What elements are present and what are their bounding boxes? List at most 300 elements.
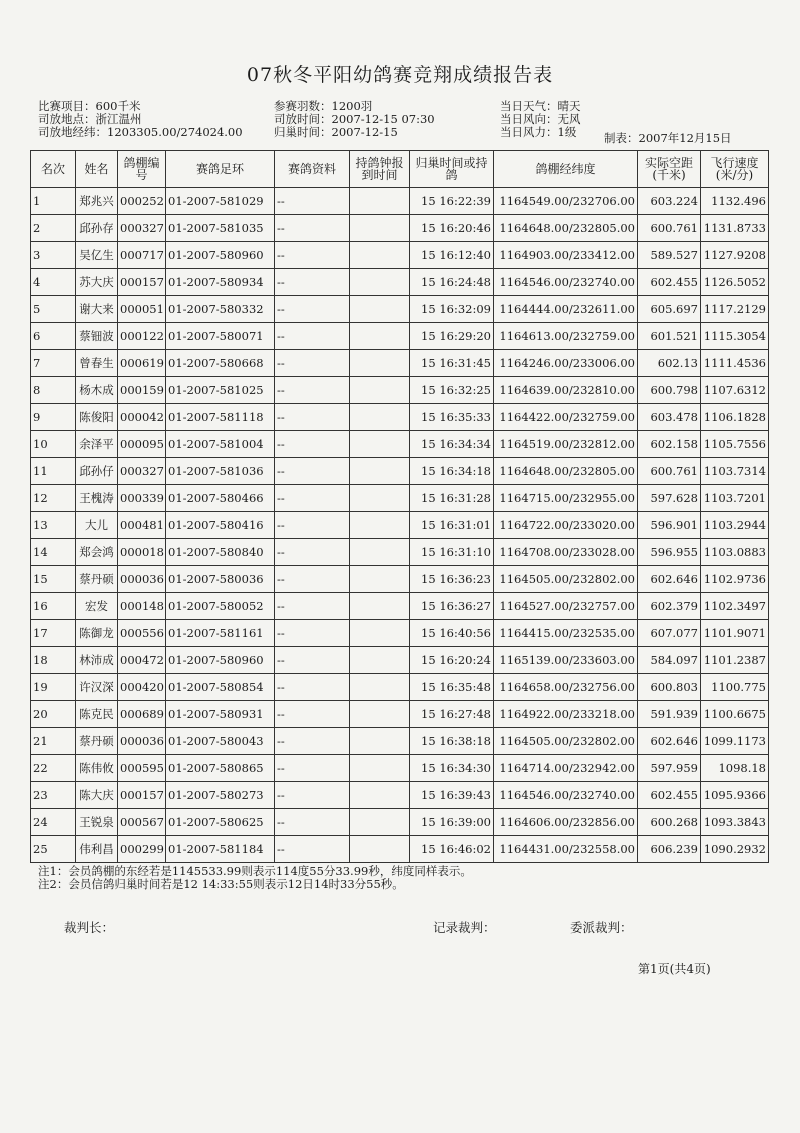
meta-column-2 (274, 100, 435, 139)
footnotes (38, 865, 472, 891)
table-row (31, 728, 769, 755)
cell-code: 000148 (118, 593, 166, 620)
cell-code: 000036 (118, 566, 166, 593)
cell-report (350, 809, 410, 836)
cell-coord: 1164505.00/232802.00 (494, 566, 638, 593)
cell-info: -- (275, 512, 350, 539)
cell-dist: 596.901 (638, 512, 701, 539)
cell-speed: 1100.6675 (701, 701, 769, 728)
cell-time: 15 16:36:27 (410, 593, 494, 620)
cell-speed: 1117.2129 (701, 296, 769, 323)
cell-coord: 1164606.00/232856.00 (494, 809, 638, 836)
cell-name: 伟利昌 (76, 836, 118, 863)
cell-name: 曾春生 (76, 350, 118, 377)
cell-ring: 01-2007-580625 (166, 809, 275, 836)
cell-speed: 1100.775 (701, 674, 769, 701)
cell-info: -- (275, 674, 350, 701)
cell-code: 000481 (118, 512, 166, 539)
cell-dist: 596.955 (638, 539, 701, 566)
cell-coord: 1164431.00/232558.00 (494, 836, 638, 863)
cell-dist: 597.959 (638, 755, 701, 782)
table-row (31, 188, 769, 215)
table-row (31, 485, 769, 512)
cell-ring: 01-2007-581184 (166, 836, 275, 863)
table-row (31, 215, 769, 242)
cell-info: -- (275, 755, 350, 782)
cell-info: -- (275, 566, 350, 593)
cell-info: -- (275, 593, 350, 620)
cell-info: -- (275, 242, 350, 269)
table-row (31, 809, 769, 836)
cell-time: 15 16:35:33 (410, 404, 494, 431)
cell-coord: 1164246.00/233006.00 (494, 350, 638, 377)
cell-ring: 01-2007-580931 (166, 701, 275, 728)
cell-time: 15 16:32:25 (410, 377, 494, 404)
table-row (31, 242, 769, 269)
cell-coord: 1164527.00/232757.00 (494, 593, 638, 620)
cell-speed: 1095.9366 (701, 782, 769, 809)
cell-speed: 1101.9071 (701, 620, 769, 647)
header-return-time: 归巢时间或持鸽 (410, 151, 494, 188)
cell-ring: 01-2007-580934 (166, 269, 275, 296)
cell-speed: 1102.3497 (701, 593, 769, 620)
header-speed: 飞行速度(米/分) (701, 151, 769, 188)
cell-name: 王槐涛 (76, 485, 118, 512)
cell-time: 15 16:12:40 (410, 242, 494, 269)
cell-rank: 17 (31, 620, 76, 647)
cell-dist: 607.077 (638, 620, 701, 647)
cell-coord: 1164648.00/232805.00 (494, 215, 638, 242)
report-title: 07秋冬平阳幼鸽赛竞翔成绩报告表 (246, 64, 554, 86)
header-rank: 名次 (31, 151, 76, 188)
cell-rank: 23 (31, 782, 76, 809)
header-name: 姓名 (76, 151, 118, 188)
cell-ring: 01-2007-580071 (166, 323, 275, 350)
cell-name: 余泽平 (76, 431, 118, 458)
cell-rank: 24 (31, 809, 76, 836)
cell-name: 王锐泉 (76, 809, 118, 836)
header-distance: 实际空距(千米) (638, 151, 701, 188)
cell-dist: 602.455 (638, 782, 701, 809)
cell-code: 000327 (118, 215, 166, 242)
cell-info: -- (275, 809, 350, 836)
header-ring: 赛鸽足环 (166, 151, 275, 188)
cell-report (350, 593, 410, 620)
cell-report (350, 269, 410, 296)
table-row (31, 674, 769, 701)
cell-name: 陈伟攸 (76, 755, 118, 782)
cell-name: 苏大庆 (76, 269, 118, 296)
cell-report (350, 647, 410, 674)
cell-rank: 19 (31, 674, 76, 701)
cell-speed: 1127.9208 (701, 242, 769, 269)
cell-report (350, 404, 410, 431)
meta-column-3 (500, 100, 581, 139)
cell-name: 陈大庆 (76, 782, 118, 809)
cell-report (350, 539, 410, 566)
cell-speed: 1106.1828 (701, 404, 769, 431)
cell-rank: 1 (31, 188, 76, 215)
cell-info: -- (275, 539, 350, 566)
table-row (31, 647, 769, 674)
cell-code: 000036 (118, 728, 166, 755)
cell-ring: 01-2007-581036 (166, 458, 275, 485)
cell-name: 林沛成 (76, 647, 118, 674)
cell-speed: 1132.496 (701, 188, 769, 215)
cell-code: 000252 (118, 188, 166, 215)
cell-coord: 1165139.00/233603.00 (494, 647, 638, 674)
cell-info: -- (275, 431, 350, 458)
meta-item-release-site: 司放地点：浙江温州 (38, 112, 142, 126)
cell-time: 15 16:20:24 (410, 647, 494, 674)
cell-report (350, 215, 410, 242)
table-row (31, 512, 769, 539)
cell-time: 15 16:29:20 (410, 323, 494, 350)
cell-info: -- (275, 377, 350, 404)
cell-time: 15 16:27:48 (410, 701, 494, 728)
cell-time: 15 16:40:56 (410, 620, 494, 647)
cell-dist: 602.646 (638, 566, 701, 593)
cell-rank: 13 (31, 512, 76, 539)
cell-dist: 606.239 (638, 836, 701, 863)
cell-code: 000619 (118, 350, 166, 377)
cell-dist: 603.224 (638, 188, 701, 215)
cell-rank: 21 (31, 728, 76, 755)
cell-info: -- (275, 350, 350, 377)
header-info: 赛鸽资料 (275, 151, 350, 188)
cell-dist: 600.803 (638, 674, 701, 701)
cell-code: 000420 (118, 674, 166, 701)
signature-dispatched-judge: 委派裁判： (570, 920, 633, 935)
header-coords: 鸽棚经纬度 (494, 151, 638, 188)
cell-ring: 01-2007-580466 (166, 485, 275, 512)
table-row (31, 566, 769, 593)
cell-ring: 01-2007-580036 (166, 566, 275, 593)
cell-dist: 600.761 (638, 458, 701, 485)
cell-name: 陈御龙 (76, 620, 118, 647)
cell-name: 杨木成 (76, 377, 118, 404)
cell-rank: 6 (31, 323, 76, 350)
table-row (31, 377, 769, 404)
table-row (31, 836, 769, 863)
cell-rank: 2 (31, 215, 76, 242)
cell-speed: 1131.8733 (701, 215, 769, 242)
cell-info: -- (275, 782, 350, 809)
cell-coord: 1164715.00/232955.00 (494, 485, 638, 512)
cell-name: 郑兆兴 (76, 188, 118, 215)
cell-dist: 589.527 (638, 242, 701, 269)
cell-coord: 1164444.00/232611.00 (494, 296, 638, 323)
cell-coord: 1164613.00/232759.00 (494, 323, 638, 350)
footnote-1: 注1：会员鸽棚的东经若是1145533.99则表示114度55分33.99秒，纬度同样表示。 (38, 864, 472, 878)
cell-rank: 4 (31, 269, 76, 296)
cell-name: 大儿 (76, 512, 118, 539)
cell-ring: 01-2007-580332 (166, 296, 275, 323)
cell-coord: 1164422.00/232759.00 (494, 404, 638, 431)
cell-ring: 01-2007-580840 (166, 539, 275, 566)
cell-code: 000122 (118, 323, 166, 350)
cell-name: 蔡钿波 (76, 323, 118, 350)
cell-info: -- (275, 620, 350, 647)
cell-report (350, 755, 410, 782)
cell-code: 000159 (118, 377, 166, 404)
cell-dist: 600.798 (638, 377, 701, 404)
table-row (31, 701, 769, 728)
cell-dist: 602.158 (638, 431, 701, 458)
meta-item-wind-force: 当日风力：1级 (500, 125, 577, 139)
cell-name: 蔡丹硕 (76, 566, 118, 593)
cell-code: 000556 (118, 620, 166, 647)
header-report-time: 持鸽钟报到时间 (350, 151, 410, 188)
cell-speed: 1103.7314 (701, 458, 769, 485)
cell-ring: 01-2007-581035 (166, 215, 275, 242)
cell-coord: 1164519.00/232812.00 (494, 431, 638, 458)
table-row (31, 593, 769, 620)
cell-time: 15 16:46:02 (410, 836, 494, 863)
cell-info: -- (275, 323, 350, 350)
cell-time: 15 16:20:46 (410, 215, 494, 242)
cell-time: 15 16:31:10 (410, 539, 494, 566)
cell-code: 000339 (118, 485, 166, 512)
table-row (31, 539, 769, 566)
cell-name: 宏发 (76, 593, 118, 620)
cell-code: 000042 (118, 404, 166, 431)
cell-dist: 597.628 (638, 485, 701, 512)
cell-rank: 20 (31, 701, 76, 728)
cell-name: 吴亿生 (76, 242, 118, 269)
cell-ring: 01-2007-580273 (166, 782, 275, 809)
cell-info: -- (275, 701, 350, 728)
cell-report (350, 485, 410, 512)
cell-name: 邱孙仔 (76, 458, 118, 485)
cell-rank: 8 (31, 377, 76, 404)
cell-code: 000095 (118, 431, 166, 458)
cell-name: 蔡丹硕 (76, 728, 118, 755)
cell-dist: 602.455 (638, 269, 701, 296)
cell-rank: 25 (31, 836, 76, 863)
cell-info: -- (275, 269, 350, 296)
cell-code: 000595 (118, 755, 166, 782)
cell-name: 陈俊阳 (76, 404, 118, 431)
results-body (31, 188, 769, 863)
cell-report (350, 323, 410, 350)
cell-report (350, 350, 410, 377)
cell-time: 15 16:34:30 (410, 755, 494, 782)
cell-coord: 1164708.00/233028.00 (494, 539, 638, 566)
cell-report (350, 782, 410, 809)
cell-dist: 602.13 (638, 350, 701, 377)
table-row (31, 431, 769, 458)
cell-coord: 1164722.00/233020.00 (494, 512, 638, 539)
cell-time: 15 16:34:18 (410, 458, 494, 485)
table-row (31, 350, 769, 377)
table-header-row (31, 151, 769, 188)
cell-coord: 1164546.00/232740.00 (494, 782, 638, 809)
cell-report (350, 296, 410, 323)
cell-code: 000018 (118, 539, 166, 566)
cell-ring: 01-2007-580416 (166, 512, 275, 539)
cell-speed: 1105.7556 (701, 431, 769, 458)
meta-item-release-time: 司放时间：2007-12-15 07:30 (274, 112, 435, 126)
cell-coord: 1164658.00/232756.00 (494, 674, 638, 701)
cell-coord: 1164415.00/232535.00 (494, 620, 638, 647)
cell-time: 15 16:39:43 (410, 782, 494, 809)
cell-ring: 01-2007-580668 (166, 350, 275, 377)
cell-name: 许汉深 (76, 674, 118, 701)
cell-rank: 18 (31, 647, 76, 674)
cell-ring: 01-2007-580865 (166, 755, 275, 782)
cell-info: -- (275, 485, 350, 512)
cell-ring: 01-2007-580960 (166, 242, 275, 269)
meta-item-event: 比赛项目：600千米 (38, 99, 141, 113)
cell-coord: 1164922.00/233218.00 (494, 701, 638, 728)
cell-rank: 3 (31, 242, 76, 269)
cell-coord: 1164505.00/232802.00 (494, 728, 638, 755)
made-date: 制表：2007年12月15日 (604, 131, 732, 145)
page-number: 第1页(共4页) (638, 962, 711, 976)
cell-info: -- (275, 728, 350, 755)
cell-speed: 1126.5052 (701, 269, 769, 296)
cell-coord: 1164903.00/233412.00 (494, 242, 638, 269)
cell-speed: 1090.2932 (701, 836, 769, 863)
cell-time: 15 16:31:28 (410, 485, 494, 512)
cell-info: -- (275, 296, 350, 323)
cell-speed: 1101.2387 (701, 647, 769, 674)
table-row (31, 755, 769, 782)
cell-dist: 605.697 (638, 296, 701, 323)
cell-time: 15 16:38:18 (410, 728, 494, 755)
cell-rank: 9 (31, 404, 76, 431)
cell-code: 000472 (118, 647, 166, 674)
cell-rank: 14 (31, 539, 76, 566)
cell-rank: 16 (31, 593, 76, 620)
cell-code: 000051 (118, 296, 166, 323)
meta-item-weather: 当日天气：晴天 (500, 99, 581, 113)
cell-code: 000157 (118, 782, 166, 809)
cell-dist: 601.521 (638, 323, 701, 350)
cell-time: 15 16:34:34 (410, 431, 494, 458)
cell-code: 000717 (118, 242, 166, 269)
cell-info: -- (275, 404, 350, 431)
cell-ring: 01-2007-581118 (166, 404, 275, 431)
cell-rank: 5 (31, 296, 76, 323)
footnote-2: 注2：会员信鸽归巢时间若是12 14:33:55则表示12日14时33分55秒。 (38, 877, 404, 891)
cell-speed: 1102.9736 (701, 566, 769, 593)
results-table (30, 150, 769, 863)
cell-report (350, 242, 410, 269)
cell-time: 15 16:31:45 (410, 350, 494, 377)
cell-dist: 603.478 (638, 404, 701, 431)
cell-speed: 1099.1173 (701, 728, 769, 755)
cell-time: 15 16:35:48 (410, 674, 494, 701)
cell-dist: 600.268 (638, 809, 701, 836)
cell-code: 000567 (118, 809, 166, 836)
cell-report (350, 836, 410, 863)
cell-rank: 22 (31, 755, 76, 782)
cell-report (350, 566, 410, 593)
cell-report (350, 512, 410, 539)
cell-speed: 1111.4536 (701, 350, 769, 377)
cell-name: 邱孙存 (76, 215, 118, 242)
cell-coord: 1164549.00/232706.00 (494, 188, 638, 215)
cell-report (350, 458, 410, 485)
cell-info: -- (275, 188, 350, 215)
cell-report (350, 674, 410, 701)
meta-column-1 (38, 100, 243, 139)
cell-speed: 1107.6312 (701, 377, 769, 404)
cell-dist: 591.939 (638, 701, 701, 728)
cell-rank: 12 (31, 485, 76, 512)
cell-dist: 600.761 (638, 215, 701, 242)
cell-name: 陈克民 (76, 701, 118, 728)
cell-dist: 602.646 (638, 728, 701, 755)
cell-code: 000157 (118, 269, 166, 296)
cell-name: 郑会鸿 (76, 539, 118, 566)
cell-ring: 01-2007-581161 (166, 620, 275, 647)
cell-report (350, 431, 410, 458)
cell-info: -- (275, 458, 350, 485)
cell-info: -- (275, 836, 350, 863)
cell-coord: 1164648.00/232805.00 (494, 458, 638, 485)
signature-chief-judge: 裁判长： (64, 920, 115, 935)
cell-report (350, 701, 410, 728)
cell-code: 000299 (118, 836, 166, 863)
cell-time: 15 16:31:01 (410, 512, 494, 539)
meta-item-entries: 参赛羽数：1200羽 (274, 99, 373, 113)
meta-item-wind-direction: 当日风向：无风 (500, 112, 581, 126)
cell-rank: 7 (31, 350, 76, 377)
cell-time: 15 16:32:09 (410, 296, 494, 323)
table-row (31, 323, 769, 350)
cell-code: 000327 (118, 458, 166, 485)
cell-ring: 01-2007-580854 (166, 674, 275, 701)
table-row (31, 782, 769, 809)
cell-coord: 1164639.00/232810.00 (494, 377, 638, 404)
cell-ring: 01-2007-580052 (166, 593, 275, 620)
meta-item-return-time: 归巢时间：2007-12-15 (274, 125, 398, 139)
cell-rank: 15 (31, 566, 76, 593)
cell-time: 15 16:24:48 (410, 269, 494, 296)
cell-report (350, 620, 410, 647)
table-row (31, 458, 769, 485)
meta-item-release-coords: 司放地经纬：1203305.00/274024.00 (38, 125, 243, 139)
table-row (31, 620, 769, 647)
table-row (31, 296, 769, 323)
cell-ring: 01-2007-580043 (166, 728, 275, 755)
cell-ring: 01-2007-581004 (166, 431, 275, 458)
cell-speed: 1103.7201 (701, 485, 769, 512)
cell-info: -- (275, 215, 350, 242)
cell-rank: 11 (31, 458, 76, 485)
cell-report (350, 728, 410, 755)
cell-speed: 1115.3054 (701, 323, 769, 350)
cell-ring: 01-2007-581029 (166, 188, 275, 215)
cell-ring: 01-2007-581025 (166, 377, 275, 404)
cell-coord: 1164714.00/232942.00 (494, 755, 638, 782)
cell-time: 15 16:36:23 (410, 566, 494, 593)
table-row (31, 404, 769, 431)
cell-speed: 1103.2944 (701, 512, 769, 539)
cell-coord: 1164546.00/232740.00 (494, 269, 638, 296)
signature-recording-judge: 记录裁判： (433, 920, 496, 935)
cell-name: 谢大来 (76, 296, 118, 323)
cell-dist: 584.097 (638, 647, 701, 674)
cell-dist: 602.379 (638, 593, 701, 620)
table-row (31, 269, 769, 296)
cell-time: 15 16:22:39 (410, 188, 494, 215)
cell-speed: 1093.3843 (701, 809, 769, 836)
cell-speed: 1098.18 (701, 755, 769, 782)
